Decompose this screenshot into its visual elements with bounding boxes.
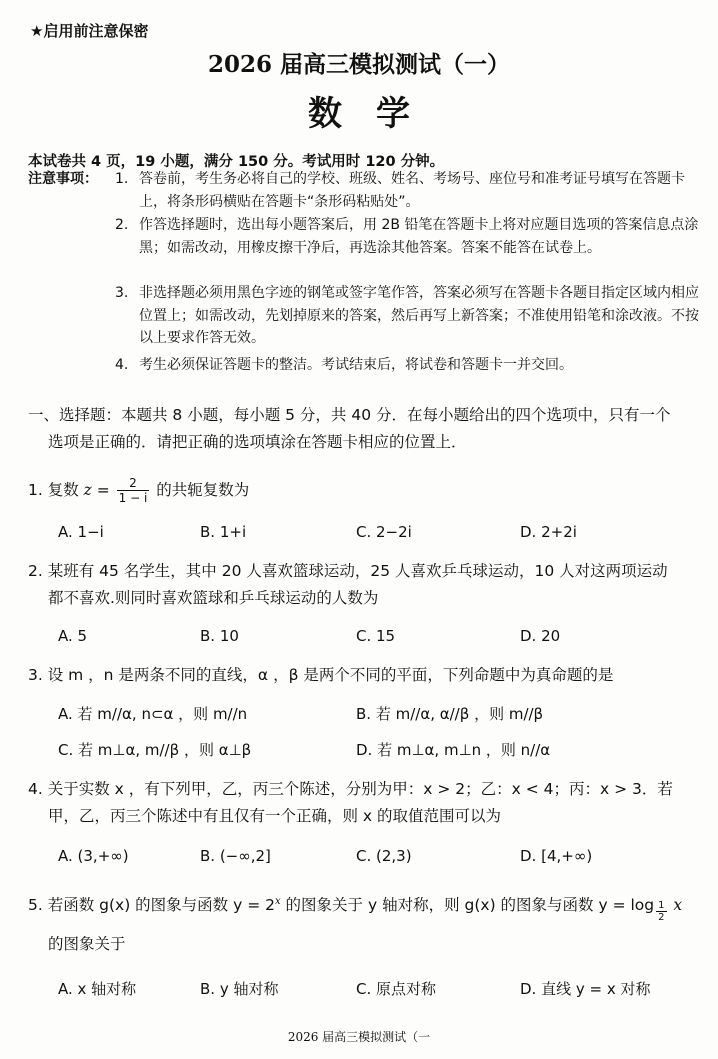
confidential-mark: ★启用前注意保密 [30, 22, 149, 40]
option-a: A. 若 m//α, n⊂α ，则 m//n [58, 705, 248, 723]
note-number: 3. [115, 285, 129, 301]
note-number: 1. [115, 171, 129, 187]
page-footer: 2026 届高三模拟测试（一 [287, 1030, 431, 1044]
option-c: C. 2−2i [356, 523, 412, 541]
exam-title: 2026 届高三模拟测试（一） [207, 51, 511, 78]
note-text: 非选择题必须用黑色字迹的钢笔或签字笔作答，答案必须写在答题卡各题目指定区域内相应位置上；如需改动，先划掉原来的答案，然后再写上新答案；不准使用铅笔和涂改液。不按以上要求作答无效。 [139, 285, 699, 346]
option-a: A. x 轴对称 [58, 980, 137, 998]
option-a: A. 1−i [58, 523, 104, 541]
option-a: A. (3,+∞) [58, 847, 129, 865]
option-c: C. 原点对称 [356, 980, 437, 998]
question-5 [28, 888, 708, 965]
question-1 [28, 476, 708, 505]
q3-text: 3. 设 m ，n 是两条不同的直线，α ，β 是两个不同的平面，下列命题中为真命题的是 [28, 666, 614, 684]
note-item [115, 168, 707, 213]
subject-title: 数学 [308, 94, 444, 134]
note-text: 答卷前，考生务必将自己的学校、班级、姓名、考场号、座位号和准考证号填写在答题卡上，将条形码横贴在答题卡“条形码粘贴处”。 [139, 171, 685, 210]
option-b: B. (−∞,2] [200, 847, 271, 865]
q5-base-numerator: 1 [658, 900, 665, 912]
q5-base-denominator: 2 [658, 912, 665, 924]
section-line-2: 选项是正确的．请把正确的选项填涂在答题卡相应的位置上． [48, 433, 467, 451]
question-2 [28, 558, 708, 612]
q5-line-1b: 的图象关于 y 轴对称，则 g(x) 的图象与函数 y = log [280, 896, 655, 915]
q5-line-1c: x [668, 896, 683, 915]
note-text: 作答选择题时，选出每小题答案后，用 2B 铅笔在答题卡上将对应题目选项的答案信息点涂黑；如需改动，用橡皮擦干净后，再选涂其他答案。答案不能答在试卷上。 [139, 217, 699, 256]
q5-line-2: 的图象关于 [48, 935, 126, 954]
notes-label: 注意事项： [28, 171, 98, 187]
note-number: 4. [115, 357, 129, 373]
question-4 [28, 776, 708, 830]
option-d: D. 20 [520, 627, 561, 645]
option-c: C. 若 m⊥α, m//β ，则 α⊥β [58, 741, 252, 759]
option-b: B. 10 [200, 627, 239, 645]
option-d: D. [4,+∞) [520, 847, 593, 865]
q2-line-1: 2. 某班有 45 名学生，其中 20 人喜欢篮球运动，25 人喜欢乒乓球运动，10 人对这两项运动 [28, 562, 668, 580]
note-number: 2. [115, 217, 129, 233]
q1-eq: = [91, 481, 115, 499]
q5-line-1a: 5. 若函数 g(x) 的图象与函数 y = 2 [28, 896, 275, 915]
option-b: B. 若 m//α, α//β ，则 m//β [356, 705, 544, 723]
option-c: C. 15 [356, 627, 396, 645]
section-line-1: 一、选择题：本题共 8 小题，每小题 5 分，共 40 分．在每小题给出的四个选项中，只有一个 [28, 406, 671, 424]
q1-var: z [83, 481, 92, 499]
q2-line-2: 都不喜欢.则同时喜欢篮球和乒乓球运动的人数为 [48, 589, 379, 607]
question-3 [28, 662, 708, 689]
option-b: B. 1+i [200, 523, 247, 541]
q4-line-2: 甲，乙，丙三个陈述中有且仅有一个正确，则 x 的取值范围可以为 [48, 807, 502, 825]
q1-fraction [117, 476, 150, 505]
q4-line-1: 4. 关于实数 x ，有下列甲，乙，丙三个陈述，分别为甲：x > 2；乙：x < 4；丙：x > 3．若 [28, 780, 673, 798]
note-item [115, 214, 707, 259]
q1-suffix: 的共轭复数为 [156, 481, 250, 499]
section-heading [28, 402, 708, 456]
note-text: 考生必须保证答题卡的整洁。考试结束后，将试卷和答题卡一并交回。 [139, 357, 573, 373]
option-b: B. y 轴对称 [200, 980, 279, 998]
q5-exponent: x [274, 896, 281, 907]
q1-denominator: 1 − i [118, 491, 148, 505]
q1-numerator: 2 [117, 476, 150, 491]
option-d: D. 2+2i [520, 523, 577, 541]
option-d: D. 若 m⊥α, m⊥n ，则 n//α [356, 741, 551, 759]
option-a: A. 5 [58, 627, 88, 645]
option-d: D. 直线 y = x 对称 [520, 980, 651, 998]
note-item [115, 354, 707, 377]
exam-info: 本试卷共 4 页，19 小题，满分 150 分。考试用时 120 分钟。 [28, 154, 445, 170]
q1-prefix: 1. 复数 [28, 481, 79, 499]
q5-log-base [656, 900, 666, 923]
note-item [115, 282, 707, 350]
option-c: C. (2,3) [356, 847, 412, 865]
